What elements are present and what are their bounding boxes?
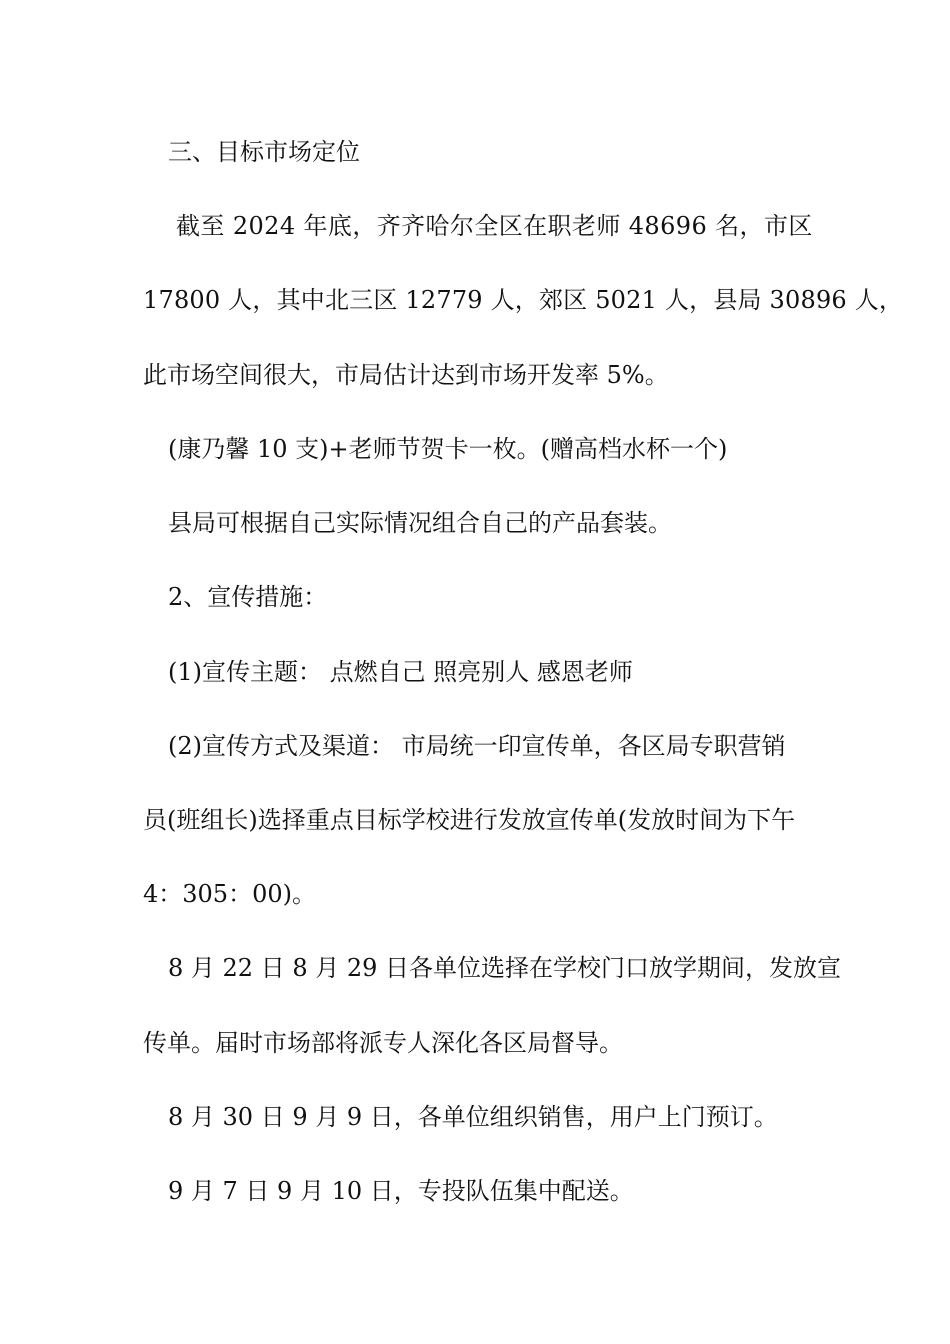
paragraph-line: 4：305：00)。 [143,880,316,908]
paragraph-line: 县局可根据自己实际情况组合自己的产品套装。 [168,509,672,537]
paragraph-line: 截至 2024 年底，齐齐哈尔全区在职老师 48696 名，市区 [176,212,813,240]
paragraph-line: 9 月 7 日 9 月 10 日，专投队伍集中配送。 [168,1177,634,1205]
paragraph-line: 此市场空间很大，市局估计达到市场开发率 5%。 [143,361,669,389]
subsection-heading: 2、宣传措施： [168,583,328,611]
paragraph-line: (康乃馨 10 支)+老师节贺卡一枚。(赠高档水杯一个) [168,435,728,463]
paragraph-line: 传单。届时市场部将派专人深化各区局督导。 [143,1029,623,1057]
paragraph-line: (1)宣传主题： 点燃自己 照亮别人 感恩老师 [168,658,633,686]
paragraph-line: 员(班组长)选择重点目标学校进行发放宣传单(发放时间为下午 [143,806,796,834]
paragraph-line: 17800 人，其中北三区 12779 人，郊区 5021 人，县局 30896 人， [143,286,904,314]
paragraph-line: 8 月 30 日 9 月 9 日，各单位组织销售，用户上门预订。 [168,1103,778,1131]
paragraph-line: 8 月 22 日 8 月 29 日各单位选择在学校门口放学期间，发放宣 [168,954,842,982]
paragraph-line: (2)宣传方式及渠道： 市局统一印宣传单，各区局专职营销 [168,732,786,760]
section-heading: 三、目标市场定位 [168,138,360,166]
